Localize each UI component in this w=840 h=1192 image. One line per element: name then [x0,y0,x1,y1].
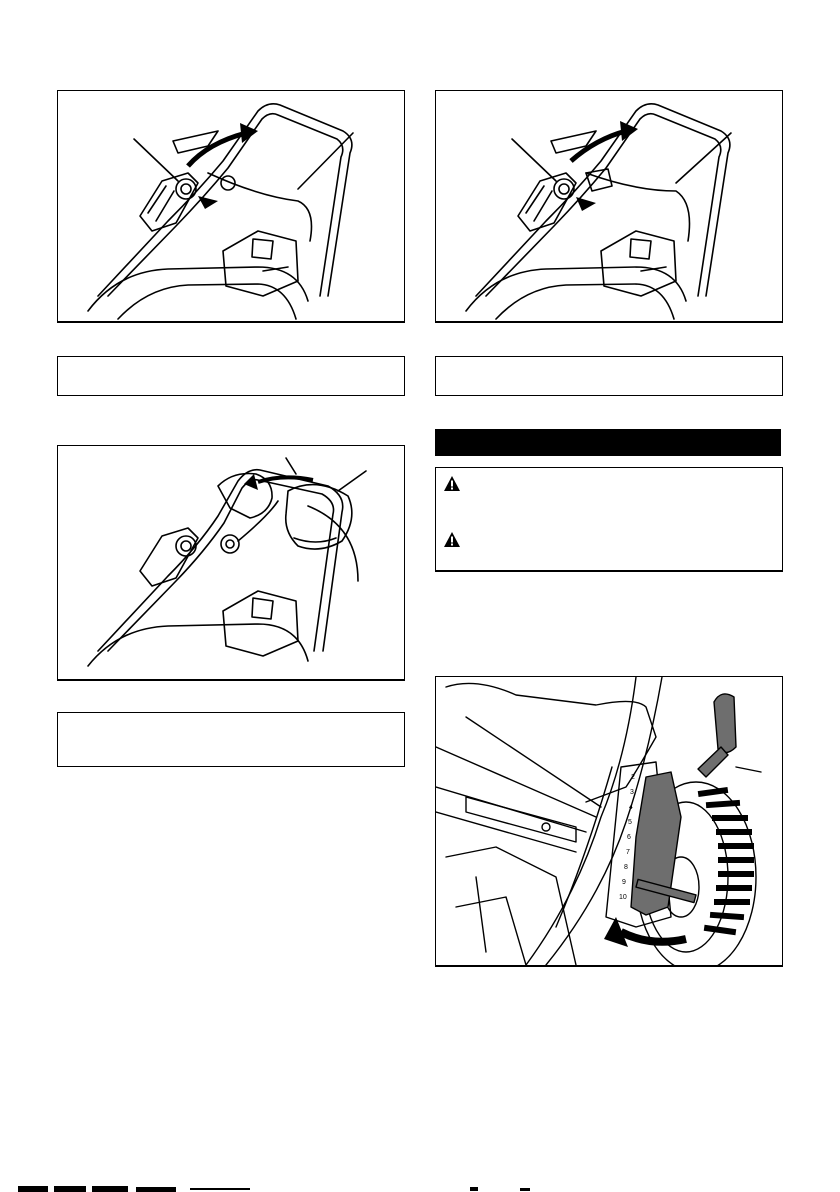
figure-bottom-right [435,676,783,967]
scale-number: 8 [624,864,628,871]
figure-mid-left [57,445,405,681]
scale-number: 9 [622,879,626,886]
scale-number: 7 [626,849,630,856]
scale-number: 2 [631,774,635,781]
figure-top-left [57,90,405,323]
handle-cable-illustration-1 [58,91,404,321]
scale-number: 4 [629,804,633,811]
figure-top-right [435,90,783,323]
height-adjust-lever-illustration [436,677,782,965]
section-heading-bar [435,429,781,456]
scale-number: 6 [627,834,631,841]
handle-grip-illustration [58,446,404,679]
scale-number: 10 [619,894,627,901]
warning-box [435,467,783,572]
caption-box-top-left [57,356,405,396]
warning-triangle-icon [444,476,460,491]
handle-cable-illustration-2 [436,91,782,321]
scale-number: 3 [630,789,634,796]
warning-triangle-icon [444,532,460,547]
scale-number: 5 [628,819,632,826]
caption-box-mid-left [57,712,405,767]
caption-box-top-right [435,356,783,396]
footer-edge-strip [0,1186,840,1192]
